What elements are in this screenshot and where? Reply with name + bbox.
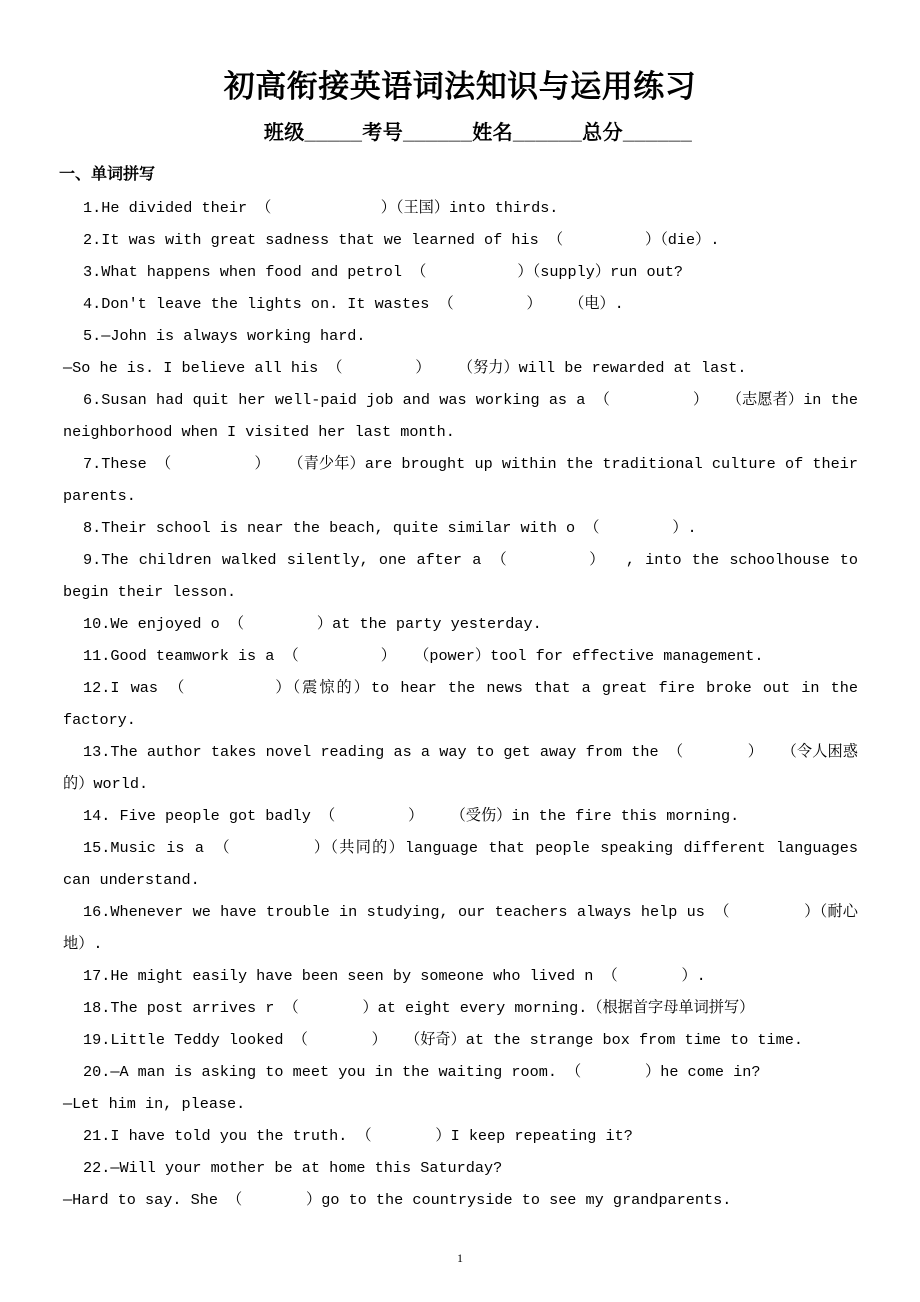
question-line: 2.It was with great sadness that we learned of his （ ）（die）.	[83, 231, 720, 250]
section-heading-word-spelling: 一、单词拼写	[59, 165, 156, 183]
question-line: 16.Whenever we have trouble in studying, our teachers always help us （ ）（耐心地）.	[63, 903, 858, 954]
question-line: 11.Good teamwork is a （ ） （power）tool for effective management.	[83, 647, 764, 666]
question-line: —Hard to say. She （ ）go to the countryside to see my grandparents.	[63, 1191, 732, 1210]
question-line: 12.I was （ ）（震惊的）to hear the news that a great fire broke out in the factory.	[63, 679, 868, 730]
question-line: 10.We enjoyed o （ ）at the party yesterday.	[83, 615, 542, 634]
question-line: 4.Don't leave the lights on. It wastes （ ） （电）.	[83, 295, 624, 314]
question-line: —Let him in, please.	[63, 1095, 246, 1114]
question-line: 19.Little Teddy looked （ ） （好奇）at the strange box from time to time.	[83, 1031, 803, 1050]
question-line: 14. Five people got badly （ ） （受伤）in the fire this morning.	[83, 807, 740, 826]
question-line: 20.—A man is asking to meet you in the waiting room. （ ）he come in?	[83, 1063, 761, 1082]
question-list	[0, 186, 920, 1216]
page-number: 1	[457, 1251, 463, 1265]
question-line: 21.I have told you the truth. （ ）I keep repeating it?	[83, 1127, 633, 1146]
question-line: 18.The post arrives r （ ）at eight every morning.（根据首字母单词拼写）	[83, 999, 755, 1018]
question-line: 13.The author takes novel reading as a way to get away from the （ ） （令人困惑的）world.	[63, 743, 858, 794]
question-line: 15.Music is a （ ）（共同的）language that people speaking different languages can understand.	[63, 839, 868, 890]
page-title: 初高衔接英语词法知识与运用练习	[223, 69, 697, 104]
question-line: 8.Their school is near the beach, quite similar with o （ ）.	[83, 519, 697, 538]
question-line: —So he is. I believe all his （ ） （努力）will be rewarded at last.	[63, 359, 747, 378]
question-line: 3.What happens when food and petrol （ ）（supply）run out?	[83, 263, 683, 282]
question-line: 6.Susan had quit her well-paid job and was working as a （ ） （志愿者）in the neighborhood when I visited her last month.	[63, 391, 868, 442]
question-line: 22.—Will your mother be at home this Saturday?	[83, 1159, 503, 1178]
question-line: 5.—John is always working hard.	[83, 327, 366, 346]
exam-header-fields: 班级_____考号______姓名______总分______	[263, 121, 693, 144]
question-line: 17.He might easily have been seen by someone who lived n （ ）.	[83, 967, 706, 986]
question-line: 7.These （ ） （青少年）are brought up within the traditional culture of their parents.	[63, 455, 868, 506]
question-line: 1.He divided their （ ）（王国）into thirds.	[83, 199, 559, 218]
question-line: 9.The children walked silently, one after a （ ） , into the schoolhouse to begin their lesson.	[63, 551, 868, 602]
